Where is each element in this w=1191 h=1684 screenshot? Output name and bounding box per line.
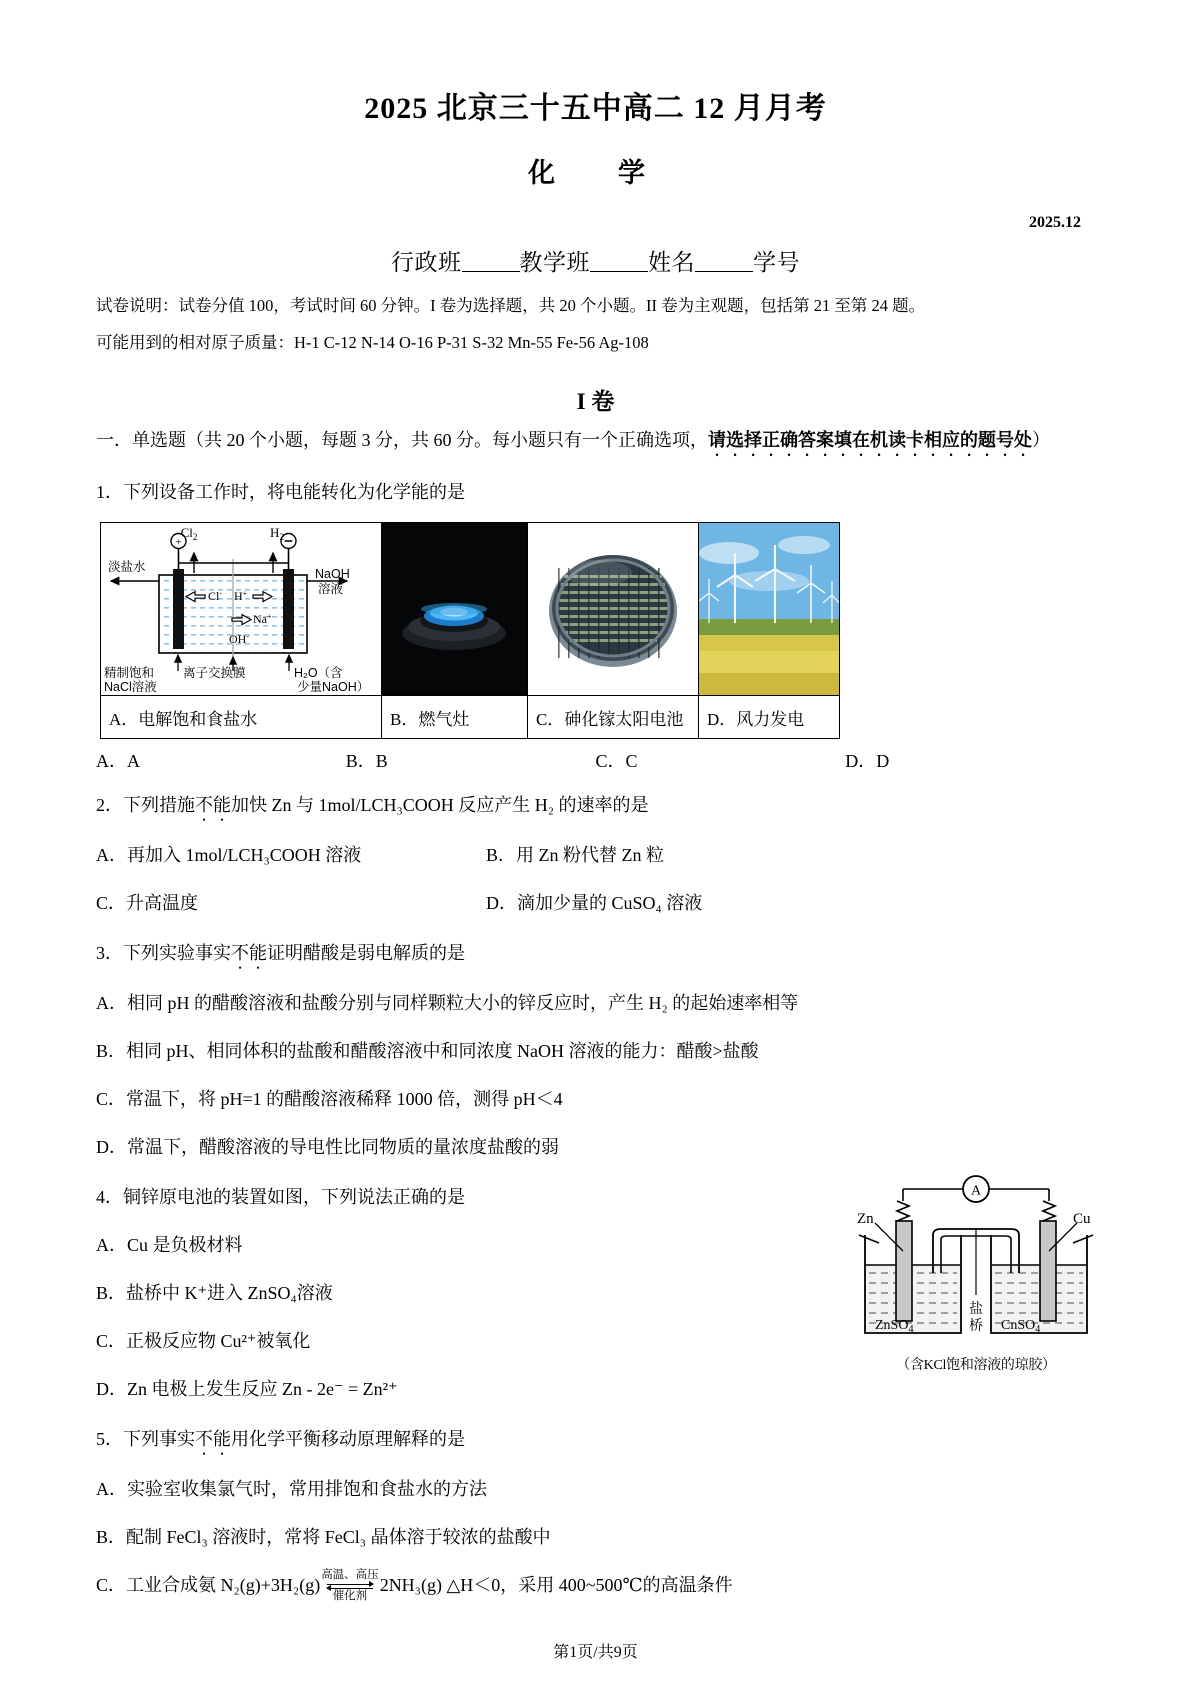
label-water-naoh: H₂O（含 <box>294 666 343 681</box>
q4-option-a[interactable]: A．Cu 是负极材料 <box>96 1235 243 1256</box>
cell-gaas-wafer-photo <box>528 523 699 696</box>
q2-text-a: 下列措施 <box>123 795 195 816</box>
label-ion-membrane: 离子交换膜 <box>183 666 246 681</box>
volume-title: I 卷 <box>576 389 615 415</box>
label-salt-bridge-2: 桥 <box>969 1317 983 1334</box>
label-naoh-solution: NaOH <box>315 567 350 582</box>
cell-wind-farm-photo <box>699 523 840 696</box>
question-2-options-row-2 <box>96 885 1095 921</box>
exam-instructions <box>96 287 1095 361</box>
q2-text-b: 加快 Zn 与 1mol/LCH₃COOH 反应产生 H₂ 的速率的是 <box>231 795 649 816</box>
q3-option-d[interactable]: D．常温下，醋酸溶液的导电性比同物质的量浓度盐酸的弱 <box>96 1137 559 1158</box>
q4-option-d[interactable]: D．Zn 电极上发生反应 Zn - 2e⁻ = Zn²⁺ <box>96 1379 398 1400</box>
q1-choice-a[interactable]: A．A <box>96 751 140 772</box>
option-label-a[interactable]: A．电解饱和食盐水 <box>101 696 382 739</box>
q4-option-c[interactable]: C．正极反应物 Cu²⁺被氧化 <box>96 1331 311 1352</box>
electrolysis-cell-svg <box>101 523 381 695</box>
section-heading <box>96 422 1095 460</box>
page-footer: 第1页/共9页 <box>553 1644 638 1661</box>
student-info-line <box>96 244 1095 277</box>
q3-text-b: 证明醋酸是弱电解质的是 <box>267 943 465 964</box>
section-desc-after: ） <box>1032 430 1050 451</box>
option-label-d[interactable]: D．风力发电 <box>699 696 840 739</box>
field-label-class: 行政班 <box>391 250 462 275</box>
q5-option-c-suffix: 2NH₃(g) △H＜0，采用 400~500℃的高温条件 <box>379 1575 733 1596</box>
cell-electrolysis-diagram <box>101 523 382 696</box>
q3-number: 3． <box>96 943 123 964</box>
reaction-condition-arrow <box>321 1569 379 1602</box>
option-label-b[interactable]: B．燃气灶 <box>382 696 528 739</box>
instruction-text: 试卷分值 100，考试时间 60 分钟。I 卷为选择题，共 20 个小题。II 卷为主观题，包括第 21 至第 24 题。 <box>178 296 926 315</box>
question-4-block <box>96 1179 1095 1407</box>
q2-option-b[interactable]: B．用 Zn 粉代替 Zn 粒 <box>486 845 664 866</box>
q3-option-b[interactable]: B．相同 pH、相同体积的盐酸和醋酸溶液中和同浓度 NaOH 溶液的能力：醋酸>盐酸 <box>96 1041 759 1062</box>
label-saturated-nacl: 精制饱和 <box>104 666 155 681</box>
question-2-stem <box>96 787 1095 825</box>
label-cl2: $Cl_2$ <box>180 525 198 543</box>
gas-burner-photo <box>382 523 527 695</box>
exam-date: 2025.12 <box>1029 214 1081 231</box>
field-label-teaching-class: 教学班 <box>519 250 590 275</box>
label-zn-electrode: Zn <box>857 1211 874 1228</box>
cell-gas-burner-photo <box>382 523 528 696</box>
q3-option-a[interactable]: A．相同 pH 的醋酸溶液和盐酸分别与同样颗粒大小的锌反应时，产生 H₂ 的起始速率相等 <box>96 993 799 1014</box>
q5-option-c-prefix: C．工业合成氨 N₂(g)+3H₂(g) <box>96 1575 321 1596</box>
svg-text:少量NaOH）: 少量NaOH） <box>297 680 370 695</box>
q2-option-d[interactable]: D．滴加少量的 CuSO₄ 溶液 <box>486 893 703 914</box>
q1-number: 1． <box>96 482 123 503</box>
subject-title: 化 学 <box>528 158 663 188</box>
q5-text-b: 用化学平衡移动原理解释的是 <box>231 1429 465 1450</box>
q3-emphasis: 不能 <box>231 943 267 964</box>
q5-text-a: 下列事实 <box>123 1429 195 1450</box>
q1-choice-c[interactable]: C．C <box>595 751 638 772</box>
label-cnso4: CnSO$_4$ <box>1001 1318 1041 1336</box>
label-dilute-brine: 淡盐水 <box>108 560 146 575</box>
label-cu-electrode: Cu <box>1073 1211 1091 1228</box>
q3-option-c[interactable]: C．常温下，将 pH=1 的醋酸溶液稀释 1000 倍，测得 pH＜4 <box>96 1089 563 1110</box>
label-h2: $H_2$ <box>270 525 284 543</box>
section-number: 一． <box>96 430 132 451</box>
q5-option-a[interactable]: A．实验室收集氯气时，常用排饱和食盐水的方法 <box>96 1479 487 1500</box>
galvanic-cell-figure <box>851 1173 1101 1374</box>
field-blank-class[interactable] <box>462 271 520 272</box>
q1-choice-d[interactable]: D．D <box>845 751 890 772</box>
q1-text: 下列设备工作时，将电能转化为化学能的是 <box>123 482 465 503</box>
q1-choice-b[interactable]: B．B <box>345 751 388 772</box>
section-desc-emphasis: 请选择正确答案填在机读卡相应的题号处 <box>708 430 1032 451</box>
label-ion-oh: OH- <box>229 632 250 647</box>
electrolysis-diagram <box>101 523 381 695</box>
field-label-student-id: 学号 <box>753 250 800 275</box>
label-salt-bridge-1: 盐 <box>969 1300 983 1317</box>
field-blank-teaching-class[interactable] <box>590 271 648 272</box>
label-ion-h: H+ <box>234 589 248 604</box>
q3-text-a: 下列实验事实 <box>123 943 231 964</box>
question-1-stem <box>96 474 1095 510</box>
label-ion-na: Na+ <box>253 612 272 627</box>
q2-number: 2． <box>96 795 123 816</box>
q2-emphasis: 不能 <box>195 795 231 816</box>
field-label-name: 姓名 <box>648 250 695 275</box>
condition-top: 高温、高压 <box>321 1569 379 1582</box>
q2-option-c[interactable]: C．升高温度 <box>96 893 199 914</box>
q4-text: 铜锌原电池的装置如图，下列说法正确的是 <box>123 1187 465 1208</box>
label-znso4: ZnSO$_4$ <box>875 1318 914 1336</box>
section-desc-before: （共 20 个小题，每题 3 分，共 60 分。每小题只有一个正确选项， <box>186 430 708 451</box>
svg-text:+: + <box>175 536 182 549</box>
condition-bottom: 催化剂 <box>332 1589 368 1602</box>
question-5-stem <box>96 1421 1095 1459</box>
table-row-labels <box>101 696 840 739</box>
question-3-stem <box>96 935 1095 973</box>
gaas-wafer-photo <box>528 523 698 695</box>
atomic-mass-label: 可能用到的相对原子质量： <box>96 333 294 353</box>
wind-farm-photo <box>699 523 839 695</box>
svg-text:NaCl溶液: NaCl溶液 <box>104 680 157 695</box>
field-blank-name[interactable] <box>695 271 753 272</box>
q5-option-b[interactable]: B．配制 FeCl₃ 溶液时，常将 FeCl₃ 晶体溶于较浓的盐酸中 <box>96 1527 551 1548</box>
equilibrium-arrow-icon <box>327 1584 373 1589</box>
label-ammeter: A <box>970 1183 982 1199</box>
page-title: 2025 北京三十五中高二 12 月月考 <box>364 92 827 125</box>
instruction-label: 试卷说明： <box>96 296 179 315</box>
q4-option-b[interactable]: B．盐桥中 K⁺进入 ZnSO₄溶液 <box>96 1283 333 1304</box>
section-name: 单选题 <box>132 430 186 451</box>
label-ion-cl: Cl- <box>208 589 223 604</box>
question-2-options-row-1 <box>96 837 1095 873</box>
galvanic-cell-caption: （含KCl饱和溶液的琼胶） <box>896 1358 1056 1374</box>
svg-text:溶液: 溶液 <box>318 582 344 597</box>
q4-number: 4． <box>96 1187 123 1208</box>
option-label-c[interactable]: C．砷化镓太阳电池 <box>528 696 699 739</box>
q5-option-c[interactable] <box>96 1567 1095 1604</box>
atomic-mass-text: H-1 C-12 N-14 O-16 P-31 S-32 Mn-55 Fe-56 Ag-108 <box>294 333 649 353</box>
question-1-options-table <box>100 522 840 739</box>
table-row-images <box>101 523 840 696</box>
q5-emphasis: 不能 <box>195 1429 231 1450</box>
question-1-answer-choices <box>96 747 1095 773</box>
q2-option-a[interactable]: A．再加入 1mol/LCH₃COOH 溶液 <box>96 845 362 866</box>
q5-number: 5． <box>96 1429 123 1450</box>
galvanic-cell-svg <box>851 1173 1101 1348</box>
